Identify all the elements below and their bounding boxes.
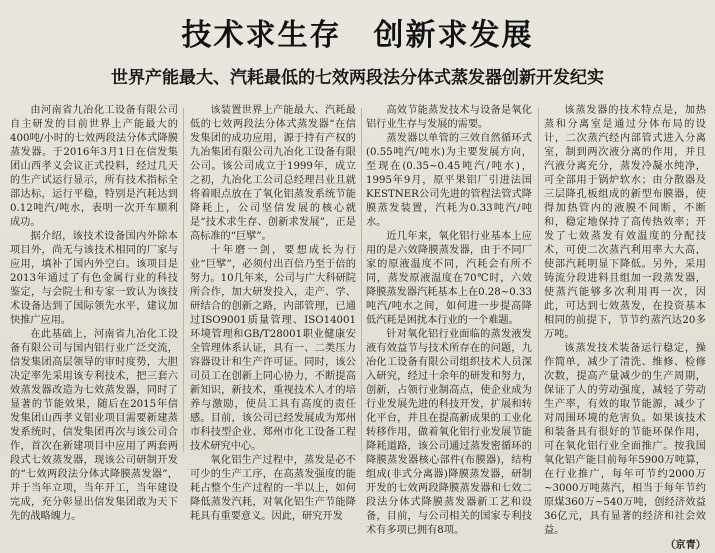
paragraph: 蒸发器以单管的三效自然循环式(0.55吨汽/吨水)为主要发展方向，至现在(0.35~0.45吨汽/吨水)，1995年9月，原平果铝厂引进法国KESTNER公司先进的管程法管式降膜蒸发装置，汽耗为0.33吨汽/吨水。 xyxy=(366,133,532,228)
paragraph: 高效节能蒸发技术与设备是氧化铝行业生存与发展的需要。 xyxy=(366,105,532,130)
paragraph: 针对氧化铝行业面临的蒸发液发液有效益节与技术所存在的问题，九冶化工设备有限公司组织技术人员深入研究，经过十余年的研发和努力，创新，占领行业制高点，使企业成为行业发展先进的科技开发，扩展和转化平台，并且在提高新成果的工业化转移作用，做着氧化铝行业发展节能降耗道路，该公司通过蒸发密循环的降膜蒸发器核心部件(布膜器)，结构组成(非式分离器)降膜蒸发器，研制开发的七效两段降膜蒸发器和七效二段法分体式降膜蒸发器新工艺和设备，目前，与公司相关的国家专利技术有多项已拥有8项。 xyxy=(366,329,532,536)
article-headline: 技术求生存 创新求发展 xyxy=(181,18,534,53)
paragraph: 该装置世界上产能最大、汽耗最低的七效两段法分体式蒸发器“在信发集团的成功应用，源于持有产权的九冶集团有限公司九冶化工设备有限公司。该公司成立于1999年，成立之初，九冶化工公司总经理吕业且就将着眼点放在了氧化铝蒸发系统节能降耗上，公司坚信发展的核心就是“技术求生存、创新求发展”，正是高标准的“巨擘”。 xyxy=(190,105,356,242)
paragraph: 该蒸发技术装备运行稳定，操作简单，减少了清洗、维修、检修次数，提高产量减少的生产周期，保证了人的劳动强度，减轻了劳动生产率，有效的取节能源，减少了对周围环境的危害负。如果该技术和装备具有很好的节能环保作用，可在氧化铝行业全面推广。按我国氧化铝产能目前每年5900万吨算，在行业推广，每年可节约2000万~3000万吨蒸汽，相当于每年节约原煤360万~540万吨，创经济效益36亿元，具有显著的经济和社会效益。 xyxy=(544,343,706,536)
article-column-3 xyxy=(366,104,532,536)
article-column-2 xyxy=(190,104,356,522)
paragraph: 据介绍，该技术设备国内外除本项目外，尚无与该技术相同的厂家与应用，填补了国内外空白。该项目是2013年通过了有色金属行业的科技鉴定，与会院士和专家一致认为该技术设备达到了国际领先水平，建议加快推广应用。 xyxy=(10,231,178,326)
article-subheadline: 世界产能最大、汽耗最低的七效两段法分体式蒸发器创新开发纪实 xyxy=(111,68,604,88)
paragraph: 氧化铝生产过程中，蒸发是必不可少的生产工序，在高蒸发强度的能耗占整个生产过程的一半以上，如何降低蒸发汽耗，对氧化铝生产节能降耗具有重要意义。因此，研究开发 xyxy=(190,455,356,522)
paragraph: 该蒸发器的技术特点是，加热蒸和分离室是通过分体布局的设计，二次蒸汽经内部管式进入分离室，制到两次液分离的作用，并且汽液分离充分，蒸发冷凝水纯净，可全部用于锅炉软水；由分散器及三层降孔板组成的新型布膜器，使得加热管内的液膜不间断，不断和，稳定地保持了高传热效率；开发了七效蒸发有效温度的分配技术，可使二次蒸汽利用率大大高，使部汽耗明显下降低。另外，采用铸流分段进料且组加一段蒸发器，使蒸汽能够多次利用再一次，因此，可达到七效蒸发，在投资基本相同的前提下，节节约蒸汽达20多万吨。 xyxy=(544,105,706,340)
article-column-1 xyxy=(10,104,178,522)
paragraph: 近几年来，氧化铝行业基本上应用的是六效降膜蒸发器，由于不同厂家的原液温度不同，汽耗会有所不同，蒸发原液温度在70℃时，六效降膜蒸发器汽耗基本上在0.28~0.33吨汽/吨水之间，如何进一步提高降低汽耗是困扰本行业的一个难题。 xyxy=(366,231,532,326)
paragraph: 在此基础上，河南省九冶化工设备有限公司与国内铝行业广泛交流，信发集团高层领导的审时度势，大胆决定率先采用该专利技术，把三套六效蒸发器改造为七效蒸发器，同时了显著的节能效果，随后在2015年信发集团山西孝义铝业项目需要新建蒸发系统时，信发集团再次与该公司合作，首次在新建项目中应用了两套两段式七效蒸发器，现该公司研制开发的“七效两段法分体式降膜蒸发器”，并于当年立项，当年开工，当年建设完成，充分彰显出信发集团敢为天下先的战略魄力。 xyxy=(10,329,178,522)
column-divider xyxy=(183,108,184,452)
article-column-4 xyxy=(544,104,706,551)
paragraph: 十年磨一剑，要想成长为行业“巨擘”，必须付出百倍乃至于倍的努力。10几年来，公司与广大科研院所合作，加大研发投入，走产、学、研结合的创新之路，内部管理，已通过ISO9001质量管理、ISO14001环境管理和GB/T28001职业健康安全管理体系认证，具有一、二类压力容器设计和生产许可证。同时，该公司员工在创新上同心协力，不断提高新知识，新技术，重视技术人才的培养与激励，使员工具有高度的责任感。目前，该公司已经发展成为郑州市科技型企业、郑州市化工设备工程技术研究中心。 xyxy=(190,245,356,452)
column-divider xyxy=(538,108,539,452)
paragraph: 由河南省九冶化工设备有限公司自主研发的目前世界上产能最大的400吨/小时的七效两段法分体式降膜蒸发器。于2016年3月1日在信发集团山西孝义会议正式投料，经过几天的生产试运行显示，所有技术指标全部达标，运行平稳，特别是汽耗达到0.12吨汽/吨水，表明一次开车顺利成功。 xyxy=(10,105,178,228)
column-divider xyxy=(361,108,362,452)
author-signature: （京青） xyxy=(665,539,706,551)
